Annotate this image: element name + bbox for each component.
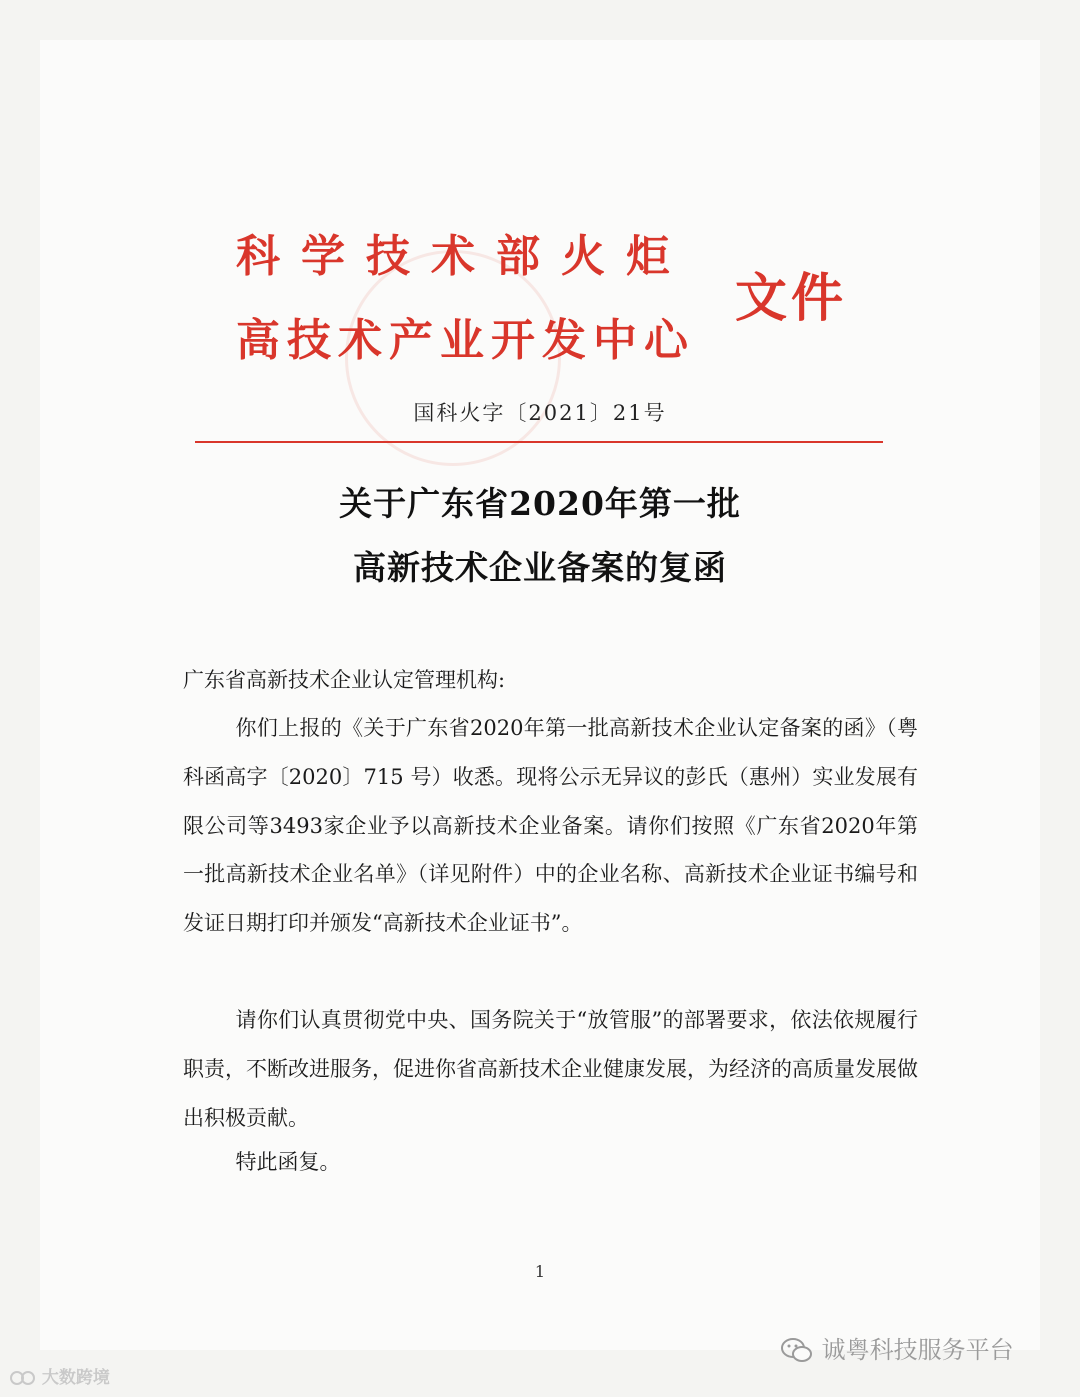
red-divider-line: [195, 441, 883, 443]
watermark-left: [10, 1363, 110, 1388]
addressee: 广东省高新技术企业认定管理机构:: [183, 668, 506, 692]
watermark-left-text: 大数跨境: [41, 1368, 110, 1388]
page-number: 1: [534, 1262, 546, 1281]
agency-name-line2: 高技术产业开发中心: [236, 315, 695, 366]
agency-name-line1: 科学技术部火炬: [236, 231, 691, 282]
body-paragraph-2: 请你们认真贯彻党中央、国务院关于“放管服”的部署要求，依法依规履行职责，不断改进服务，促进你省高新技术企业健康发展，为经济的高质量发展做出积极贡献。: [183, 1008, 918, 1130]
title-line1: 关于广东省2020年第一批: [339, 484, 741, 523]
watermark-right: [780, 1330, 1014, 1365]
closing-remark: 特此函复。: [235, 1150, 341, 1174]
title-line2: 高新技术企业备案的复函: [353, 548, 727, 587]
watermark-right-text: 诚粤科技服务平台: [821, 1336, 1014, 1364]
wechat-icon: [780, 1337, 814, 1365]
document-number: 国科火字〔2021〕21号: [413, 401, 667, 425]
body-paragraph-1: 你们上报的《关于广东省2020年第一批高新技术企业认定备案的函》（粤科函高字〔2020〕715 号）收悉。现将公示无异议的彭氏（惠州）实业发展有限公司等3493家企业予以高新技术企业备案。请你们按照《广东省2020年第一批高新技术企业名单》（详见附件）中的企业名称、高新技术企业证书编号和发证日期打印并颁发“高新技术企业证书”。: [183, 716, 918, 936]
document-type-label: 文件: [735, 268, 848, 329]
brand-logo-icon: [10, 1369, 36, 1387]
